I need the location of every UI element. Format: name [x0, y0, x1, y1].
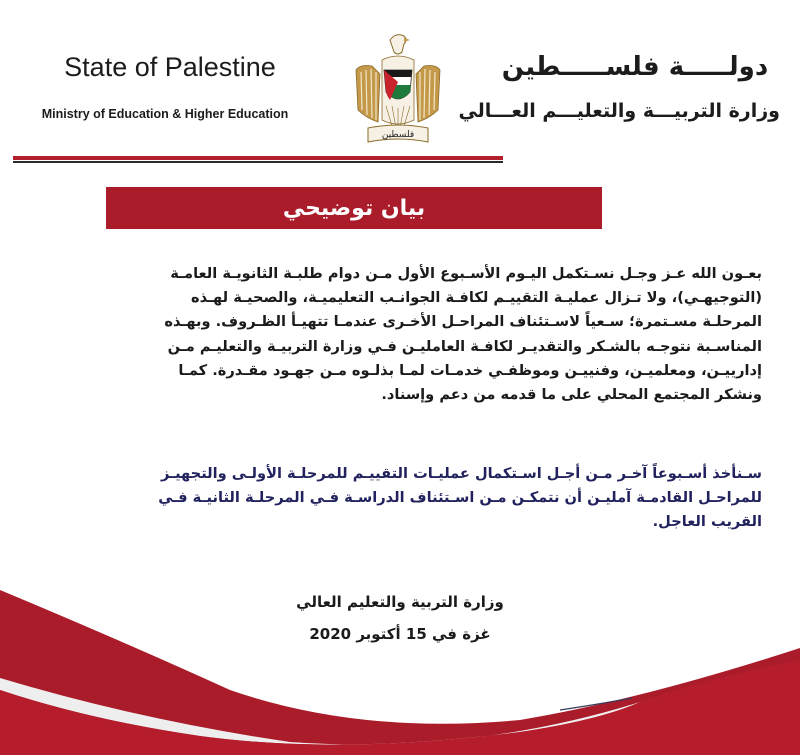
header-divider-dark [13, 161, 503, 163]
statement-paragraph-2 [38, 462, 762, 535]
arabic-ministry-subtitle: وزارة التربيـــة والتعليـــم العـــالي [458, 100, 780, 122]
palestine-eagle-emblem-icon [352, 30, 444, 148]
paragraph-line: (التوجيهـي)، ولا تـزال عمليـة التقييـم لكافـة الجوانـب التعليميـة، والصحيـة لهـذه [190, 289, 762, 307]
signature-place-date: غزة في 15 أكتوبر 2020 [309, 625, 491, 643]
statement-title-banner [106, 187, 602, 229]
paragraph-line: سـنأخذ أسـبوعاً آخـر مـن أجـل اسـتكمال عمليـات التقييـم للمرحلـة الأولـى والتجهيـز [161, 465, 762, 482]
statement-title: بيان توضيحي [282, 195, 426, 221]
signature-ministry: وزارة التربية والتعليم العالي [296, 593, 504, 611]
statement-paragraph-1 [38, 262, 762, 407]
paragraph-line: القريب العاجل. [652, 513, 762, 531]
english-ministry-subtitle: Ministry of Education & Higher Education [41, 107, 289, 121]
emblem-caption: فلسطين [381, 130, 415, 140]
paragraph-line: المناسـبة نتوجـه بالشـكر والتقديـر لكافـة العامليـن فـي وزارة التربيـة والتعليـم مـن [167, 337, 762, 355]
paragraph-line: للمراحـل القادمـة آمليـن أن نتمكـن مـن اسـتئناف الدراسـة فـي المرحلـة الثانيـة فـي [158, 489, 762, 507]
header-divider-red [13, 156, 503, 160]
english-state-title: State of Palestine [64, 52, 276, 82]
paragraph-line: ونشكر المجتمع المحلي على ما قدمه من دعم وإسناد. [381, 386, 762, 404]
paragraph-line: بعـون الله عـز وجـل نسـتكمل اليـوم الأسـبوع الأول مـن دوام طلبـة الثانويـة العامـة [170, 265, 762, 282]
header-divider [13, 155, 503, 163]
footer-red-waves [0, 560, 800, 755]
paragraph-line: إدارييـن، ومعلميـن، وفنييـن وموظفـي خدمـات لمـا بذلـوه مـن جهـود مقـدرة. كمـا [178, 361, 762, 379]
arabic-state-title: دولـــــة فلســـــطين [501, 52, 769, 82]
paragraph-line: المرحلـة مسـتمرة؛ سـعياً لاسـتئناف المراحـل الأخـرى عندمـا تتهيـأ الظـروف. وبهـذه [164, 313, 762, 331]
